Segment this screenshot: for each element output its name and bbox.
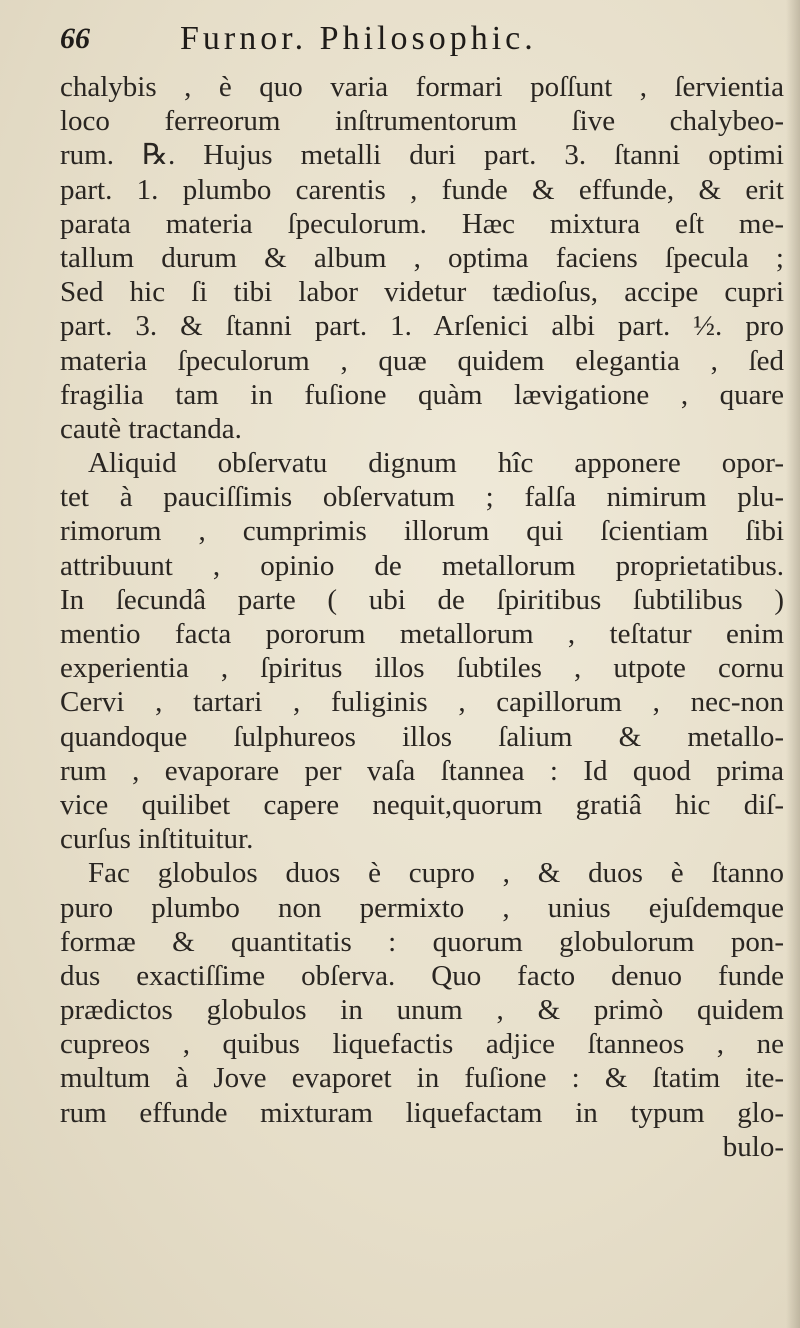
text-line: loco ferreorum inſtrumentorum ſive chalybeo- xyxy=(60,105,784,138)
text-line: rum effunde mixturam liquefactam in typum glo- xyxy=(60,1096,784,1129)
text-line: fragilia tam in fuſione quàm lævigatione , quare xyxy=(60,378,784,411)
text-line: materia ſpeculorum , quæ quidem elegantia , ſed xyxy=(60,344,784,377)
text-line: Cervi , tartari , fuliginis , capillorum , nec-non xyxy=(60,686,784,719)
text-line: tallum durum & album , optima faciens ſpecula ; xyxy=(60,241,784,274)
text-line: part. 1. plumbo carentis , funde & effunde, & erit xyxy=(60,173,784,206)
text-line: vice quilibet capere nequit,quorum gratiâ hic diſ- xyxy=(60,788,784,821)
text-line: part. 3. & ſtanni part. 1. Arſenici albi part. ½. pro xyxy=(60,310,784,343)
text-line: rimorum , cumprimis illorum qui ſcientiam ſibi xyxy=(60,515,784,548)
text-line: chalybis , è quo varia formari poſſunt , ſervientia xyxy=(60,71,784,103)
text-line: Fac globulos duos è cupro , & duos è ſtanno xyxy=(88,857,784,890)
text-line: tet à pauciſſimis obſervatum ; falſa nimirum plu- xyxy=(60,481,784,514)
text-line: dus exactiſſime obſerva. Quo facto denuo funde xyxy=(60,959,784,992)
text-line: In ſecundâ parte ( ubi de ſpiritibus ſubtilibus ) xyxy=(60,583,784,616)
text-line: cautè tractanda. xyxy=(60,412,242,445)
body-text xyxy=(60,70,784,1164)
text-line: attribuunt , opinio de metallorum proprietatibus. xyxy=(60,549,784,582)
text-line: experientia , ſpiritus illos ſubtiles , utpote cornu xyxy=(60,652,784,685)
text-line: Sed hic ſi tibi labor videtur tædioſus, accipe cupri xyxy=(60,276,784,309)
text-line: prædictos globulos in unum , & primò quidem xyxy=(60,994,784,1027)
page-header xyxy=(60,20,760,68)
running-title: Furnor. Philosophic. xyxy=(180,20,537,57)
text-line: Aliquid obſervatu dignum hîc apponere opor- xyxy=(88,447,784,480)
text-line: curſus inſtituitur. xyxy=(60,823,254,856)
text-line: mentio facta pororum metallorum , teſtatur enim xyxy=(60,618,784,650)
page-edge-shadow xyxy=(786,0,800,1328)
text-line: formæ & quantitatis : quorum globulorum pon- xyxy=(60,925,784,958)
text-line: multum à Jove evaporet in fuſione : & ſtatim ite- xyxy=(60,1062,784,1095)
text-line: puro plumbo non permixto , unius ejuſdemque xyxy=(60,891,784,924)
text-line: parata materia ſpeculorum. Hæc mixtura eſt me- xyxy=(60,207,784,240)
text-line: rum , evaporare per vaſa ſtannea : Id quod prima xyxy=(60,754,784,787)
text-line: rum. ℞. Hujus metalli duri part. 3. ſtanni optimi xyxy=(60,139,784,172)
page-number: 66 xyxy=(60,22,90,55)
text-line: quandoque ſulphureos illos ſalium & metallo- xyxy=(60,720,784,753)
text-line: cupreos , quibus liquefactis adjice ſtanneos , ne xyxy=(60,1028,784,1061)
catchword: bulo- xyxy=(722,1130,784,1163)
